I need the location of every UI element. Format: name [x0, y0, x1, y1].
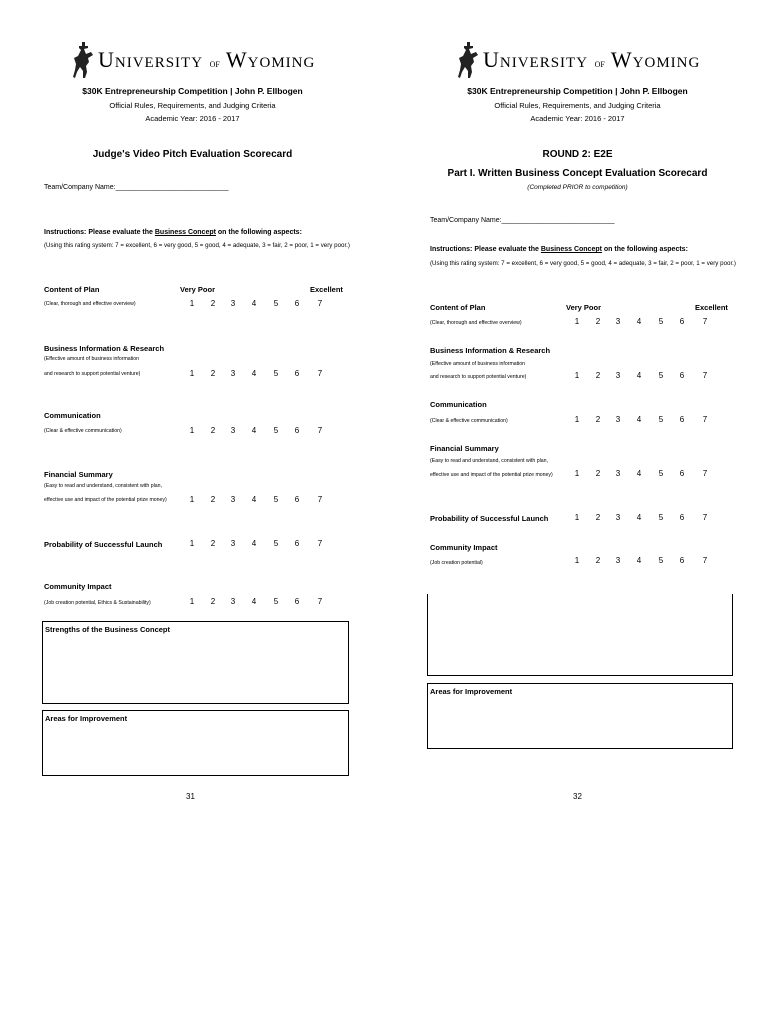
- rating-option-6[interactable]: 6: [679, 371, 685, 380]
- bucking-horse-logo-icon: [457, 40, 479, 80]
- rating-option-4[interactable]: 4: [636, 317, 642, 326]
- criterion-label: Content of Plan: [44, 285, 100, 294]
- rating-option-7[interactable]: 7: [317, 369, 323, 378]
- rating-system: (Using this rating system: 7 = excellent, 6 = very good, 5 = good, 4 = adequate, 3 = fair, 2 = poor, 1 = very poor.): [430, 260, 736, 267]
- university-logo: [457, 38, 700, 82]
- competition-heading: $30K Entrepreneurship Competition | John P. Ellbogen: [82, 86, 303, 96]
- rating-option-3[interactable]: 3: [615, 556, 621, 565]
- rating-option-5[interactable]: 5: [658, 513, 664, 522]
- scorecard-title: Part I. Written Business Concept Evaluation Scorecard: [447, 168, 708, 179]
- criterion-label: Financial Summary: [430, 444, 499, 453]
- rating-option-1[interactable]: 1: [189, 369, 195, 378]
- criterion-label: Probability of Successful Launch: [44, 540, 163, 549]
- rating-option-6[interactable]: 6: [679, 513, 685, 522]
- rating-option-6[interactable]: 6: [294, 369, 300, 378]
- criterion-label: Communication: [44, 411, 101, 420]
- competition-heading: $30K Entrepreneurship Competition | John P. Ellbogen: [467, 86, 688, 96]
- rating-option-4[interactable]: 4: [636, 469, 642, 478]
- rating-option-2[interactable]: 2: [595, 513, 601, 522]
- rating-option-1[interactable]: 1: [189, 597, 195, 606]
- strengths-box[interactable]: [42, 621, 349, 704]
- rating-option-3[interactable]: 3: [615, 317, 621, 326]
- rating-option-3[interactable]: 3: [615, 469, 621, 478]
- rating-option-7[interactable]: 7: [317, 299, 323, 308]
- rating-option-1[interactable]: 1: [574, 469, 580, 478]
- areas-label: Areas for Improvement: [45, 714, 128, 723]
- rules-subheading: Official Rules, Requirements, and Judging Criteria: [494, 101, 661, 110]
- rating-option-7[interactable]: 7: [702, 469, 708, 478]
- areas-for-improvement-box[interactable]: [427, 683, 733, 749]
- rating-option-1[interactable]: 1: [574, 371, 580, 380]
- criterion-desc: (Clear & effective communication): [430, 418, 508, 424]
- instructions: Instructions: Please evaluate the Business Concept on the following aspects:: [44, 229, 302, 236]
- university-logo: [72, 38, 315, 82]
- rating-option-3[interactable]: 3: [230, 597, 236, 606]
- rating-option-1[interactable]: 1: [189, 299, 195, 308]
- rating-option-1[interactable]: 1: [574, 317, 580, 326]
- rating-option-7[interactable]: 7: [702, 415, 708, 424]
- rating-option-7[interactable]: 7: [317, 597, 323, 606]
- strengths-label: Strengths of the Business Concept: [45, 625, 171, 634]
- excellent-label: Excellent: [310, 285, 343, 294]
- rating-option-5[interactable]: 5: [273, 495, 279, 504]
- academic-year: Academic Year: 2016 - 2017: [145, 114, 240, 123]
- rating-option-5[interactable]: 5: [658, 415, 664, 424]
- rating-option-4[interactable]: 4: [251, 369, 257, 378]
- criterion-desc: (Effective amount of business information: [44, 356, 140, 362]
- rating-option-4[interactable]: 4: [251, 426, 257, 435]
- rating-option-5[interactable]: 5: [658, 469, 664, 478]
- areas-label: Areas for Improvement: [430, 687, 513, 696]
- rating-option-5[interactable]: 5: [273, 597, 279, 606]
- rating-option-3[interactable]: 3: [615, 513, 621, 522]
- rating-option-7[interactable]: 7: [317, 539, 323, 548]
- rating-option-2[interactable]: 2: [210, 426, 216, 435]
- rating-option-6[interactable]: 6: [294, 495, 300, 504]
- rating-option-1[interactable]: 1: [574, 556, 580, 565]
- areas-for-improvement-box[interactable]: [42, 710, 349, 776]
- rating-option-3[interactable]: 3: [230, 299, 236, 308]
- rating-system: (Using this rating system: 7 = excellent, 6 = very good, 5 = good, 4 = adequate, 3 = fair, 2 = poor, 1 = very poor.): [44, 242, 350, 249]
- rating-option-2[interactable]: 2: [595, 556, 601, 565]
- rating-option-4[interactable]: 4: [636, 415, 642, 424]
- rating-option-2[interactable]: 2: [210, 597, 216, 606]
- criterion-desc: (Job creation potential): [430, 560, 483, 566]
- criterion-desc: (Clear, thorough and effective overview): [44, 301, 136, 307]
- rating-option-7[interactable]: 7: [317, 495, 323, 504]
- rating-option-7[interactable]: 7: [317, 426, 323, 435]
- rating-option-4[interactable]: 4: [636, 371, 642, 380]
- rating-option-6[interactable]: 6: [294, 539, 300, 548]
- rating-option-5[interactable]: 5: [658, 371, 664, 380]
- rating-option-7[interactable]: 7: [702, 317, 708, 326]
- criterion-label: Communication: [430, 400, 487, 409]
- rating-option-3[interactable]: 3: [230, 495, 236, 504]
- academic-year: Academic Year: 2016 - 2017: [530, 114, 625, 123]
- criterion-desc: (Effective amount of business information: [430, 361, 526, 367]
- rating-option-2[interactable]: 2: [595, 469, 601, 478]
- strengths-box[interactable]: [427, 594, 733, 676]
- criterion-label: Business Information & Research: [430, 346, 551, 355]
- rating-option-1[interactable]: 1: [189, 426, 195, 435]
- rating-option-2[interactable]: 2: [210, 299, 216, 308]
- rating-option-7[interactable]: 7: [702, 371, 708, 380]
- rating-option-5[interactable]: 5: [273, 369, 279, 378]
- team-name-field[interactable]: Team/Company Name:_____________________________: [430, 217, 615, 224]
- rating-option-6[interactable]: 6: [294, 426, 300, 435]
- rating-option-6[interactable]: 6: [679, 415, 685, 424]
- rating-option-4[interactable]: 4: [251, 539, 257, 548]
- criterion-desc: (Easy to read and understand, consistent with plan,: [44, 483, 162, 489]
- logo-wordmark: University of Wyoming: [98, 47, 316, 72]
- rating-option-6[interactable]: 6: [294, 597, 300, 606]
- round-heading: ROUND 2: E2E: [542, 149, 613, 160]
- rating-option-2[interactable]: 2: [595, 371, 601, 380]
- rating-option-5[interactable]: 5: [273, 299, 279, 308]
- rating-option-5[interactable]: 5: [273, 426, 279, 435]
- page-number: 32: [573, 792, 582, 801]
- rating-option-6[interactable]: 6: [294, 299, 300, 308]
- team-name-field[interactable]: Team/Company Name:_____________________________: [44, 184, 229, 191]
- rating-option-1[interactable]: 1: [574, 415, 580, 424]
- criterion-label: Content of Plan: [430, 303, 486, 312]
- rating-option-5[interactable]: 5: [658, 556, 664, 565]
- rating-option-3[interactable]: 3: [230, 369, 236, 378]
- rating-option-1[interactable]: 1: [574, 513, 580, 522]
- criterion-desc: (Clear, thorough and effective overview): [430, 320, 522, 326]
- rating-option-5[interactable]: 5: [273, 539, 279, 548]
- rating-option-1[interactable]: 1: [189, 539, 195, 548]
- rating-option-7[interactable]: 7: [702, 556, 708, 565]
- very-poor-label: Very Poor: [180, 285, 216, 294]
- rating-option-4[interactable]: 4: [636, 513, 642, 522]
- criterion-label: Financial Summary: [44, 470, 113, 479]
- criterion-desc: effective use and impact of the potential prize money): [44, 497, 167, 503]
- rating-option-4[interactable]: 4: [251, 597, 257, 606]
- criterion-desc: effective use and impact of the potential prize money): [430, 472, 553, 478]
- criterion-label: Community Impact: [430, 543, 498, 552]
- criterion-desc: (Clear & effective communication): [44, 428, 122, 434]
- rating-option-2[interactable]: 2: [210, 495, 216, 504]
- very-poor-label: Very Poor: [566, 303, 602, 312]
- criterion-desc: and research to support potential venture): [44, 371, 141, 377]
- criterion-label: Business Information & Research: [44, 344, 165, 353]
- rating-option-7[interactable]: 7: [702, 513, 708, 522]
- criterion-desc: (Job creation potential, Ethics & Sustainability): [44, 600, 151, 606]
- rating-option-6[interactable]: 6: [679, 469, 685, 478]
- rating-option-4[interactable]: 4: [636, 556, 642, 565]
- completed-note: (Completed PRIOR to competition): [527, 184, 628, 191]
- criterion-desc: (Easy to read and understand, consistent with plan,: [430, 458, 548, 464]
- rating-option-3[interactable]: 3: [615, 371, 621, 380]
- rating-option-1[interactable]: 1: [189, 495, 195, 504]
- rating-option-3[interactable]: 3: [230, 539, 236, 548]
- rating-option-2[interactable]: 2: [595, 317, 601, 326]
- page-32: [385, 0, 770, 1024]
- bucking-horse-logo-icon: [72, 40, 94, 80]
- excellent-label: Excellent: [695, 303, 728, 312]
- rating-option-2[interactable]: 2: [595, 415, 601, 424]
- rating-option-6[interactable]: 6: [679, 556, 685, 565]
- rating-option-4[interactable]: 4: [251, 299, 257, 308]
- rating-option-5[interactable]: 5: [658, 317, 664, 326]
- rules-subheading: Official Rules, Requirements, and Judging Criteria: [109, 101, 276, 110]
- criterion-label: Community Impact: [44, 582, 112, 591]
- rating-option-3[interactable]: 3: [230, 426, 236, 435]
- rating-option-2[interactable]: 2: [210, 539, 216, 548]
- rating-option-4[interactable]: 4: [251, 495, 257, 504]
- instructions: Instructions: Please evaluate the Business Concept on the following aspects:: [430, 246, 688, 253]
- scorecard-title: Judge's Video Pitch Evaluation Scorecard: [92, 149, 293, 160]
- logo-wordmark: University of Wyoming: [483, 47, 701, 72]
- criterion-label: Probability of Successful Launch: [430, 514, 549, 523]
- rating-option-2[interactable]: 2: [210, 369, 216, 378]
- criterion-desc: and research to support potential venture): [430, 374, 527, 380]
- rating-option-3[interactable]: 3: [615, 415, 621, 424]
- rating-option-6[interactable]: 6: [679, 317, 685, 326]
- page-number: 31: [186, 792, 195, 801]
